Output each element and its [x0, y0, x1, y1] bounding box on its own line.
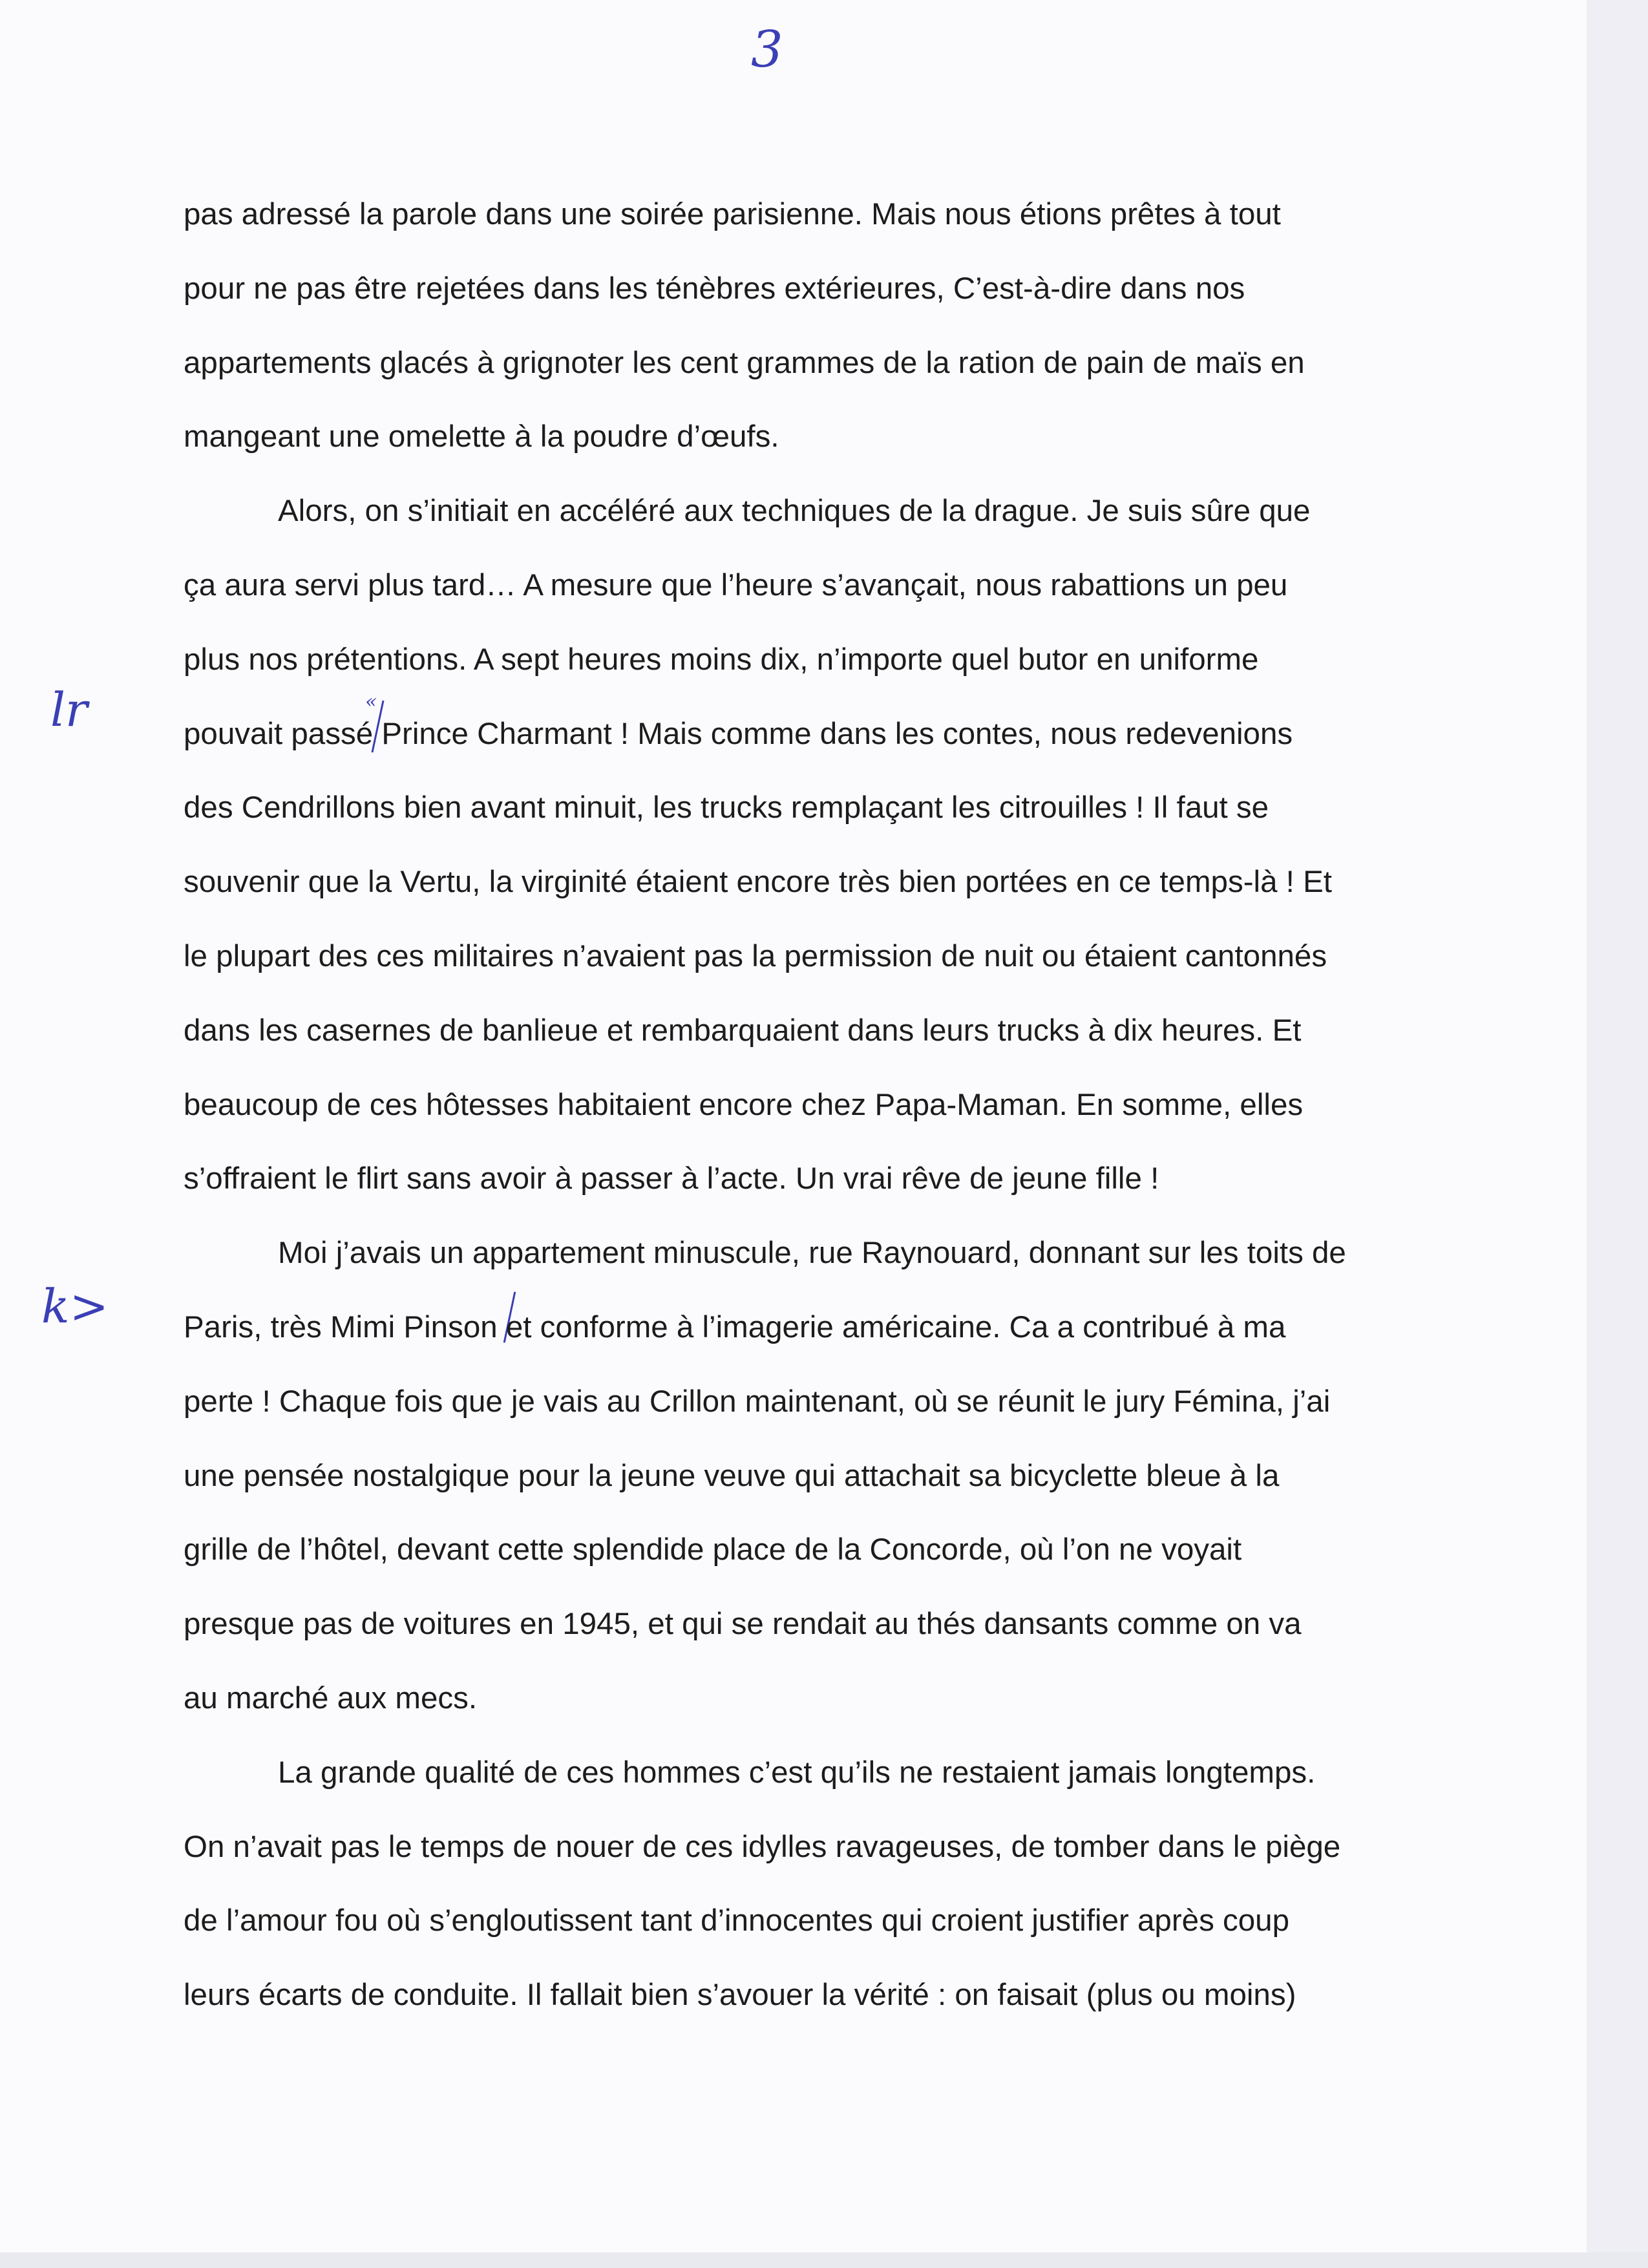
margin-correction-mark: k> — [41, 1279, 109, 1333]
text-line: de l’amour fou où s’engloutissent tant d’innocentes qui croient justifier après coup — [184, 1903, 1290, 1938]
text-line: Paris, très Mimi Pinson et conforme à l’imagerie américaine. Ca a contribué à ma — [184, 1309, 1286, 1344]
text-line: perte ! Chaque fois que je vais au Crillon maintenant, où se réunit le jury Fémina, j’ai — [184, 1384, 1331, 1419]
text-line: pouvait passé Prince Charmant ! Mais comme dans les contes, nous redevenions — [184, 716, 1293, 751]
text-line: presque pas de voitures en 1945, et qui se rendait au thés dansants comme on va — [184, 1607, 1302, 1642]
text-line: ça aura servi plus tard… A mesure que l’heure s’avançait, nous rabattions un peu — [184, 567, 1288, 602]
paragraph-first-line: Alors, on s’initiait en accéléré aux techniques de la drague. Je suis sûre que — [278, 494, 1311, 529]
insertion-mark: « — [365, 690, 377, 713]
margin-correction-mark: lr — [50, 683, 88, 737]
text-line: mangeant une omelette à la poudre d’œufs. — [184, 419, 779, 454]
text-line: s’offraient le flirt sans avoir à passer à l’acte. Un vrai rêve de jeune fille ! — [184, 1161, 1159, 1196]
paragraph-first-line: La grande qualité de ces hommes c’est qu’ils ne restaient jamais longtemps. — [278, 1755, 1316, 1790]
text-line: appartements glacés à grignoter les cent grammes de la ration de pain de maïs en — [184, 345, 1305, 380]
scanner-background — [1587, 0, 1648, 2268]
scanner-background — [0, 2252, 1648, 2268]
text-line: grille de l’hôtel, devant cette splendide place de la Concorde, où l’on ne voyait — [184, 1532, 1242, 1567]
page-number: 3 — [751, 21, 783, 79]
text-line: pour ne pas être rejetées dans les ténèbres extérieures, C’est-à-dire dans nos — [184, 271, 1245, 306]
text-line: dans les casernes de banlieue et rembarquaient dans leurs trucks à dix heures. Et — [184, 1013, 1302, 1048]
text-line: souvenir que la Vertu, la virginité étaient encore très bien portées en ce temps-là ! Et — [184, 865, 1332, 900]
paragraph-first-line: Moi j’avais un appartement minuscule, rue Raynouard, donnant sur les toits de — [278, 1236, 1346, 1271]
text-line: plus nos prétentions. A sept heures moins dix, n’importe quel butor en uniforme — [184, 642, 1259, 677]
text-line: une pensée nostalgique pour la jeune veuve qui attachait sa bicyclette bleue à la — [184, 1458, 1280, 1493]
text-line: On n’avait pas le temps de nouer de ces idylles ravageuses, de tomber dans le piège — [184, 1829, 1341, 1864]
body-text — [184, 178, 1411, 2033]
text-line: le plupart des ces militaires n’avaient pas la permission de nuit ou étaient cantonnés — [184, 938, 1327, 973]
text-line: pas adressé la parole dans une soirée parisienne. Mais nous étions prêtes à tout — [184, 197, 1281, 231]
text-line: au marché aux mecs. — [184, 1680, 478, 1715]
text-line: leurs écarts de conduite. Il fallait bien s’avouer la vérité : on faisait (plus ou moins) — [184, 1978, 1296, 2013]
text-line: des Cendrillons bien avant minuit, les trucks remplaçant les citrouilles ! Il faut se — [184, 790, 1269, 825]
text-line: beaucoup de ces hôtesses habitaient encore chez Papa-Maman. En somme, elles — [184, 1087, 1304, 1122]
